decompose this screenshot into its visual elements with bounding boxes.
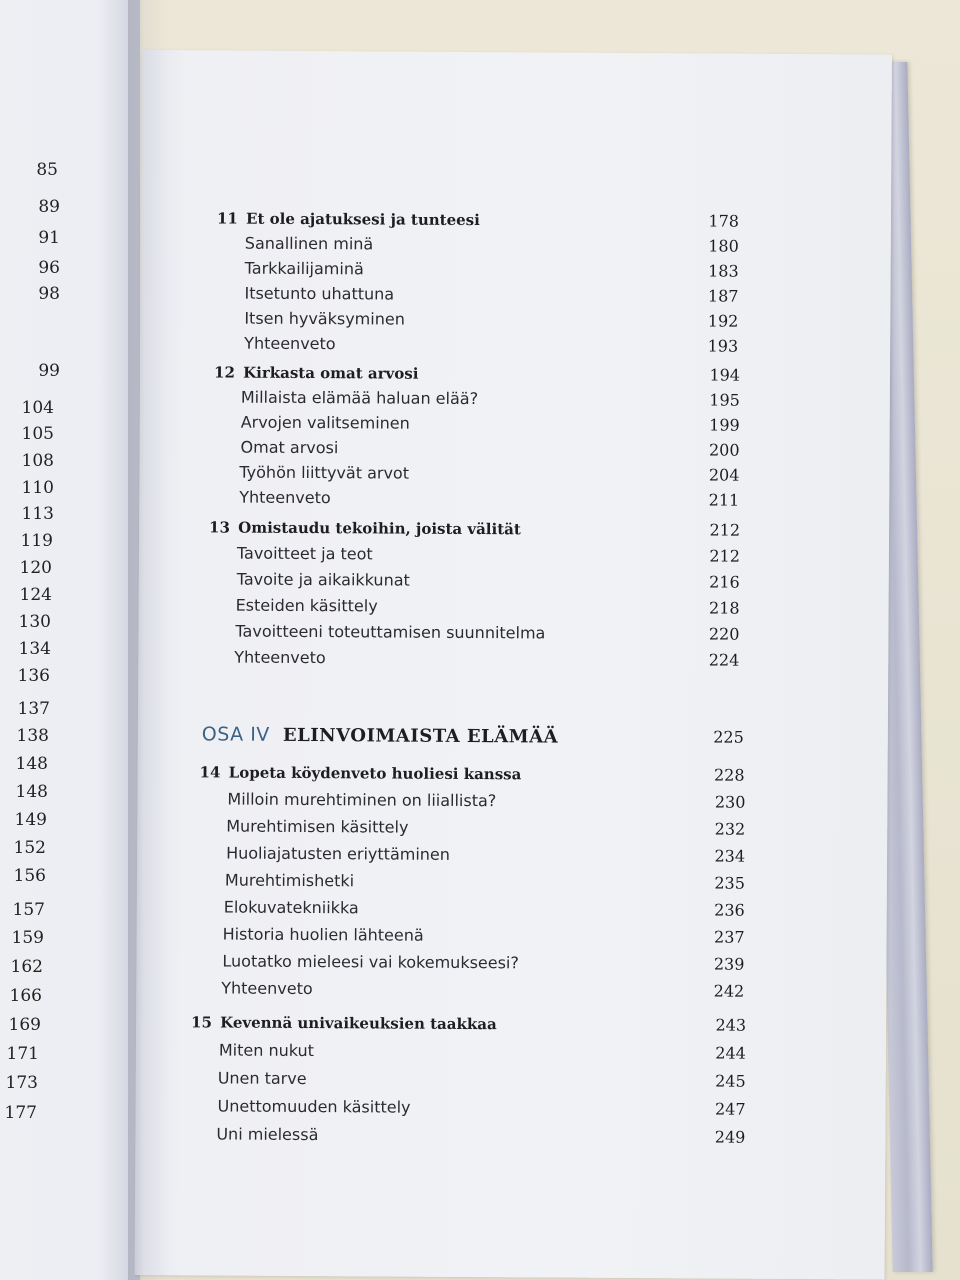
toc-section xyxy=(244,307,738,334)
toc-chapter-15 xyxy=(191,1010,746,1037)
left-page-number: 113 xyxy=(21,504,54,524)
page-number: 225 xyxy=(713,727,744,747)
left-page-number: 89 xyxy=(38,197,60,217)
toc-section xyxy=(226,815,745,842)
page-number: 195 xyxy=(709,390,740,410)
page-number: 228 xyxy=(713,765,745,785)
chapter-title: Omistaudu tekoihin, joista välität xyxy=(238,518,521,539)
toc-section xyxy=(223,923,745,950)
toc-chapter-14 xyxy=(200,760,745,787)
toc-section xyxy=(239,461,739,488)
toc-section xyxy=(241,386,740,413)
chapter-title: Lopeta köydenveto huoliesi kanssa xyxy=(228,763,522,784)
left-page-number: 148 xyxy=(15,782,48,802)
chapter-title: Kevennä univaikeuksien taakkaa xyxy=(220,1013,497,1034)
page-number: 216 xyxy=(709,572,740,592)
toc-section xyxy=(226,842,745,869)
left-page-number: 169 xyxy=(8,1015,41,1035)
chapter-number: 14 xyxy=(199,763,221,782)
section-title: Omat arvosi xyxy=(240,437,339,458)
left-page-number: 108 xyxy=(21,451,54,471)
page-number: 180 xyxy=(708,236,739,256)
left-page-number: 166 xyxy=(9,986,42,1006)
left-page-number: 124 xyxy=(19,585,52,605)
page-number: 237 xyxy=(713,927,745,947)
section-title: Yhteenveto xyxy=(234,647,326,668)
left-page-number: 177 xyxy=(4,1103,37,1123)
chapter-number: 13 xyxy=(209,518,231,537)
page-number: 232 xyxy=(714,819,746,839)
left-page-number: 138 xyxy=(16,726,49,746)
section-title: Murehtimisen käsittely xyxy=(226,816,409,837)
page-number: 200 xyxy=(708,440,740,460)
section-title: Unen tarve xyxy=(217,1068,307,1089)
page-number: 236 xyxy=(714,900,745,920)
toc-section xyxy=(222,950,744,977)
left-page-number: 148 xyxy=(15,754,48,774)
section-title: Tavoitteeni toteuttamisen suunnitelma xyxy=(235,621,546,643)
page-number: 211 xyxy=(708,490,740,510)
toc-section xyxy=(216,1122,745,1149)
toc-chapter-12 xyxy=(214,360,740,387)
left-page xyxy=(0,0,140,1280)
page-number: 183 xyxy=(708,261,739,281)
section-title: Yhteenveto xyxy=(221,978,313,999)
section-title: Yhteenveto xyxy=(244,333,336,354)
toc-section xyxy=(239,486,739,513)
left-page-number: 105 xyxy=(21,424,54,444)
page-number: 194 xyxy=(709,365,741,385)
toc-section xyxy=(245,257,739,284)
section-title: Elokuvatekniikka xyxy=(223,897,359,918)
page-number: 212 xyxy=(709,546,740,566)
chapter-number: 12 xyxy=(213,363,235,382)
chapter-number: 15 xyxy=(191,1013,212,1032)
page-number: 242 xyxy=(713,981,745,1001)
section-title: Yhteenveto xyxy=(239,487,331,508)
toc-section xyxy=(237,568,740,595)
toc-section xyxy=(218,1066,746,1093)
toc-section xyxy=(225,869,745,896)
left-page-number: 98 xyxy=(38,284,60,304)
toc-section xyxy=(224,896,745,923)
left-page-number: 156 xyxy=(13,866,46,886)
page-number: 204 xyxy=(708,465,740,485)
left-page-number: 104 xyxy=(21,398,54,418)
toc-part-4 xyxy=(202,720,744,751)
toc-section xyxy=(245,232,739,259)
left-page-number: 119 xyxy=(20,531,53,551)
section-title: Esteiden käsittely xyxy=(235,595,378,616)
toc-section xyxy=(236,594,740,621)
section-title: Uni mielessä xyxy=(216,1124,319,1145)
page-number: 199 xyxy=(709,415,740,435)
page-number: 239 xyxy=(713,954,745,974)
page-number: 243 xyxy=(715,1015,747,1035)
left-page-number: 162 xyxy=(10,957,43,977)
page-number: 245 xyxy=(715,1071,746,1091)
left-page-number: 91 xyxy=(38,228,60,248)
toc-section xyxy=(221,977,744,1004)
toc-section xyxy=(237,542,740,569)
left-page-number: 136 xyxy=(17,666,50,686)
left-page-number: 137 xyxy=(17,699,50,719)
section-title: Itsen hyväksyminen xyxy=(244,308,405,329)
section-title: Millaista elämää haluan elää? xyxy=(240,387,479,409)
chapter-title: Et ole ajatuksesi ja tunteesi xyxy=(246,209,480,230)
toc-section xyxy=(235,620,739,647)
page-number: 192 xyxy=(707,311,739,331)
left-page-number: 159 xyxy=(11,928,44,948)
left-page-number: 120 xyxy=(19,558,52,578)
toc-section xyxy=(219,1038,746,1065)
toc-chapter-11 xyxy=(217,206,739,233)
page-number: 212 xyxy=(709,520,741,540)
page-number: 234 xyxy=(714,846,746,866)
left-page-number: 152 xyxy=(13,838,46,858)
section-title: Tarkkailijaminä xyxy=(244,258,364,279)
section-title: Historia huolien lähteenä xyxy=(222,924,424,945)
section-title: Huoliajatusten eriyttäminen xyxy=(226,843,450,864)
part-title: ELINVOIMAISTA ELÄMÄÄ xyxy=(282,724,559,748)
page-number: 218 xyxy=(708,598,740,618)
page-number: 235 xyxy=(714,873,745,893)
page-number: 247 xyxy=(714,1099,746,1119)
page-number: 224 xyxy=(708,650,740,670)
toc-chapter-13 xyxy=(209,515,740,542)
section-title: Tavoitteet ja teot xyxy=(236,543,373,564)
chapter-title: Kirkasta omat arvosi xyxy=(243,363,419,383)
page-number: 249 xyxy=(714,1127,746,1147)
page-number: 193 xyxy=(707,336,739,356)
toc-section xyxy=(241,411,740,438)
section-title: Murehtimishetki xyxy=(224,870,355,891)
right-page-table-of-contents xyxy=(135,50,892,1280)
left-page-number: 157 xyxy=(12,900,45,920)
page-number: 178 xyxy=(708,211,740,231)
toc-section xyxy=(217,1094,745,1121)
chapter-number: 11 xyxy=(216,209,238,228)
section-title: Milloin murehtiminen on liiallista? xyxy=(227,789,497,811)
left-page-number: 149 xyxy=(14,810,47,830)
left-page-number: 96 xyxy=(38,258,60,278)
part-label: OSA IV xyxy=(201,723,270,746)
section-title: Arvojen valitseminen xyxy=(240,412,410,433)
page-number: 230 xyxy=(714,792,746,812)
left-page-number: 173 xyxy=(5,1073,38,1093)
section-title: Työhön liittyvät arvot xyxy=(239,462,410,483)
left-page-number: 134 xyxy=(18,639,51,659)
toc-section xyxy=(240,436,739,463)
left-page-number: 99 xyxy=(38,361,60,381)
left-page-number: 110 xyxy=(21,478,54,498)
page-number: 220 xyxy=(708,624,740,644)
section-title: Miten nukut xyxy=(218,1040,315,1061)
toc-section xyxy=(244,332,738,359)
section-title: Luotatko mieleesi vai kokemukseesi? xyxy=(222,951,519,973)
page-number: 244 xyxy=(715,1043,746,1063)
page-number: 187 xyxy=(707,286,739,306)
section-title: Tavoite ja aikaikkunat xyxy=(236,569,410,590)
toc-section xyxy=(234,646,739,673)
section-title: Itsetunto uhattuna xyxy=(244,283,395,304)
section-title: Sanallinen minä xyxy=(244,233,374,254)
section-title: Unettomuuden käsittely xyxy=(217,1096,411,1117)
toc-section xyxy=(227,788,745,815)
toc-section xyxy=(244,282,738,309)
left-page-number: 171 xyxy=(6,1044,39,1064)
left-page-number: 85 xyxy=(36,160,58,180)
left-page-number: 130 xyxy=(18,612,51,632)
